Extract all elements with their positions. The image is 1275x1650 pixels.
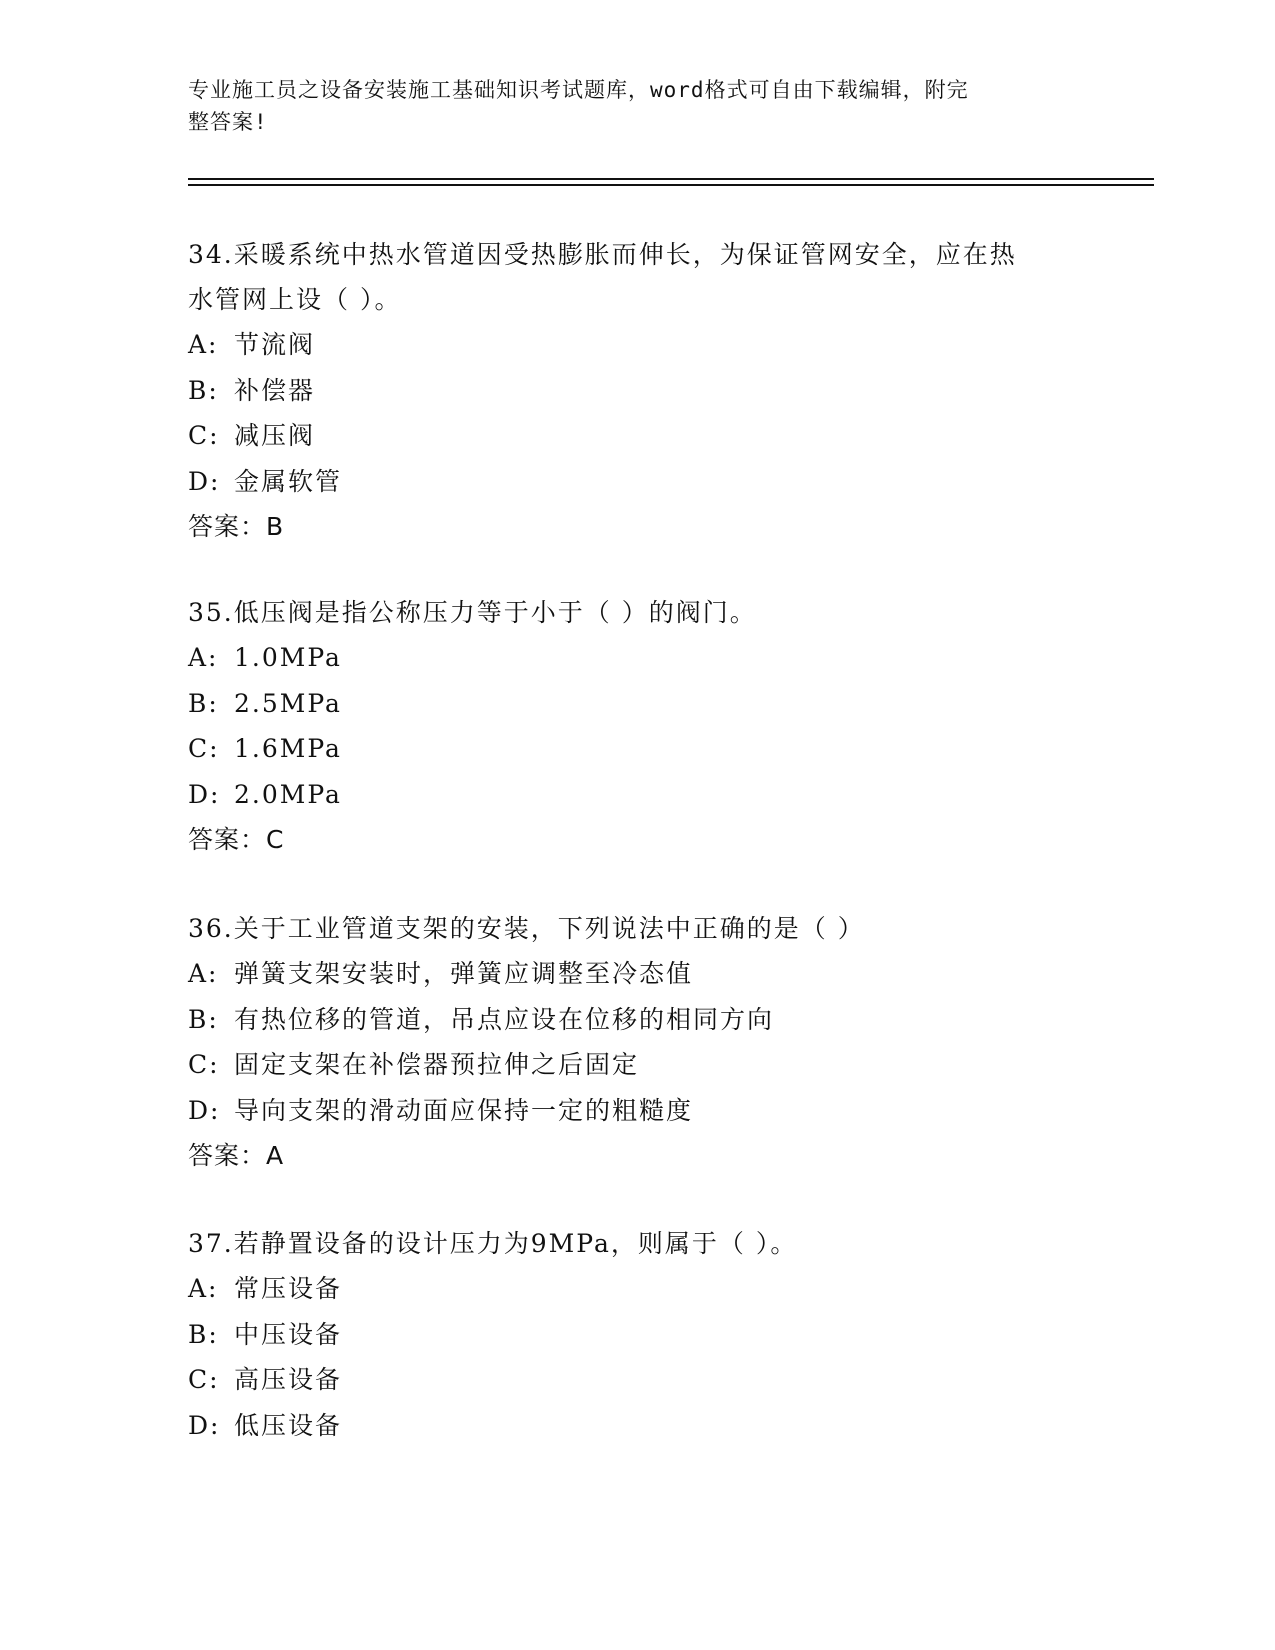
- option-letter: C:: [188, 734, 220, 763]
- option-text: 2.5MPa: [234, 688, 342, 718]
- option-a: [188, 635, 1088, 681]
- option-letter: C:: [188, 1050, 220, 1079]
- question-stem-line-1: 37.若静置设备的设计压力为9MPa，则属于（ ）。: [188, 1229, 798, 1258]
- option-text: 常压设备: [234, 1274, 343, 1303]
- option-a: [188, 1266, 1088, 1312]
- option-text: 高压设备: [234, 1365, 343, 1394]
- option-letter: B:: [188, 688, 219, 718]
- option-text: 有热位移的管道，吊点应设在位移的相同方向: [234, 1004, 775, 1034]
- option-d: [188, 1088, 1088, 1134]
- option-text: 补偿器: [234, 375, 316, 405]
- option-d: [188, 772, 1088, 818]
- option-letter: A:: [188, 959, 219, 988]
- option-text: 中压设备: [234, 1319, 343, 1349]
- option-text: 1.0MPa: [234, 643, 342, 672]
- question-35: [188, 590, 1088, 863]
- answer-line: 答案：B: [188, 512, 285, 541]
- answer-line: 答案：C: [188, 825, 285, 854]
- option-letter: D:: [188, 1095, 221, 1125]
- option-letter: A:: [188, 643, 219, 672]
- option-text: 2.0MPa: [234, 779, 342, 809]
- option-b: [188, 1312, 1088, 1358]
- answer-line: 答案：A: [188, 1141, 285, 1170]
- option-c: [188, 726, 1088, 772]
- option-letter: B:: [188, 1004, 219, 1034]
- option-text: 导向支架的滑动面应保持一定的粗糙度: [234, 1095, 694, 1125]
- option-letter: D:: [188, 779, 221, 809]
- option-letter: C:: [188, 1365, 220, 1394]
- question-37: [188, 1221, 1088, 1448]
- question-36: [188, 906, 1088, 1179]
- option-letter: C:: [188, 421, 220, 450]
- option-letter: D:: [188, 466, 221, 496]
- question-stem-line-1: 34.采暖系统中热水管道因受热膨胀而伸长，为保证管网安全，应在热: [188, 240, 1017, 269]
- option-text: 节流阀: [234, 330, 316, 359]
- header-line-1: 专业施工员之设备安装施工基础知识考试题库，word格式可自由下载编辑，附完: [188, 78, 969, 102]
- option-text: 弹簧支架安装时，弹簧应调整至冷态值: [234, 959, 694, 988]
- option-c: [188, 1042, 1088, 1088]
- header-divider-top: [188, 178, 1154, 180]
- option-c: [188, 413, 1088, 459]
- header-divider-bottom: [188, 184, 1154, 186]
- option-text: 低压设备: [234, 1410, 343, 1440]
- question-stem-line-1: 35.低压阀是指公称压力等于小于（ ）的阀门。: [188, 598, 757, 627]
- option-b: [188, 368, 1088, 414]
- option-text: 固定支架在补偿器预拉伸之后固定: [234, 1050, 640, 1079]
- option-letter: D:: [188, 1410, 221, 1440]
- option-d: [188, 459, 1088, 505]
- option-a: [188, 951, 1088, 997]
- option-letter: B:: [188, 1319, 219, 1349]
- option-b: [188, 997, 1088, 1043]
- option-a: [188, 322, 1088, 368]
- question-stem-line-1: 36.关于工业管道支架的安装，下列说法中正确的是（ ）: [188, 914, 865, 943]
- option-text: 减压阀: [234, 421, 316, 450]
- option-text: 1.6MPa: [234, 734, 342, 763]
- option-c: [188, 1357, 1088, 1403]
- option-letter: A:: [188, 1274, 219, 1303]
- option-text: 金属软管: [234, 466, 343, 496]
- header-line-2: 整答案!: [188, 110, 268, 134]
- option-letter: A:: [188, 330, 219, 359]
- option-letter: B:: [188, 375, 219, 405]
- option-d: [188, 1403, 1088, 1449]
- question-34: [188, 232, 1088, 550]
- question-stem-line-2: 水管网上设（ ）。: [188, 285, 402, 314]
- option-b: [188, 681, 1088, 727]
- document-header: [188, 74, 1088, 138]
